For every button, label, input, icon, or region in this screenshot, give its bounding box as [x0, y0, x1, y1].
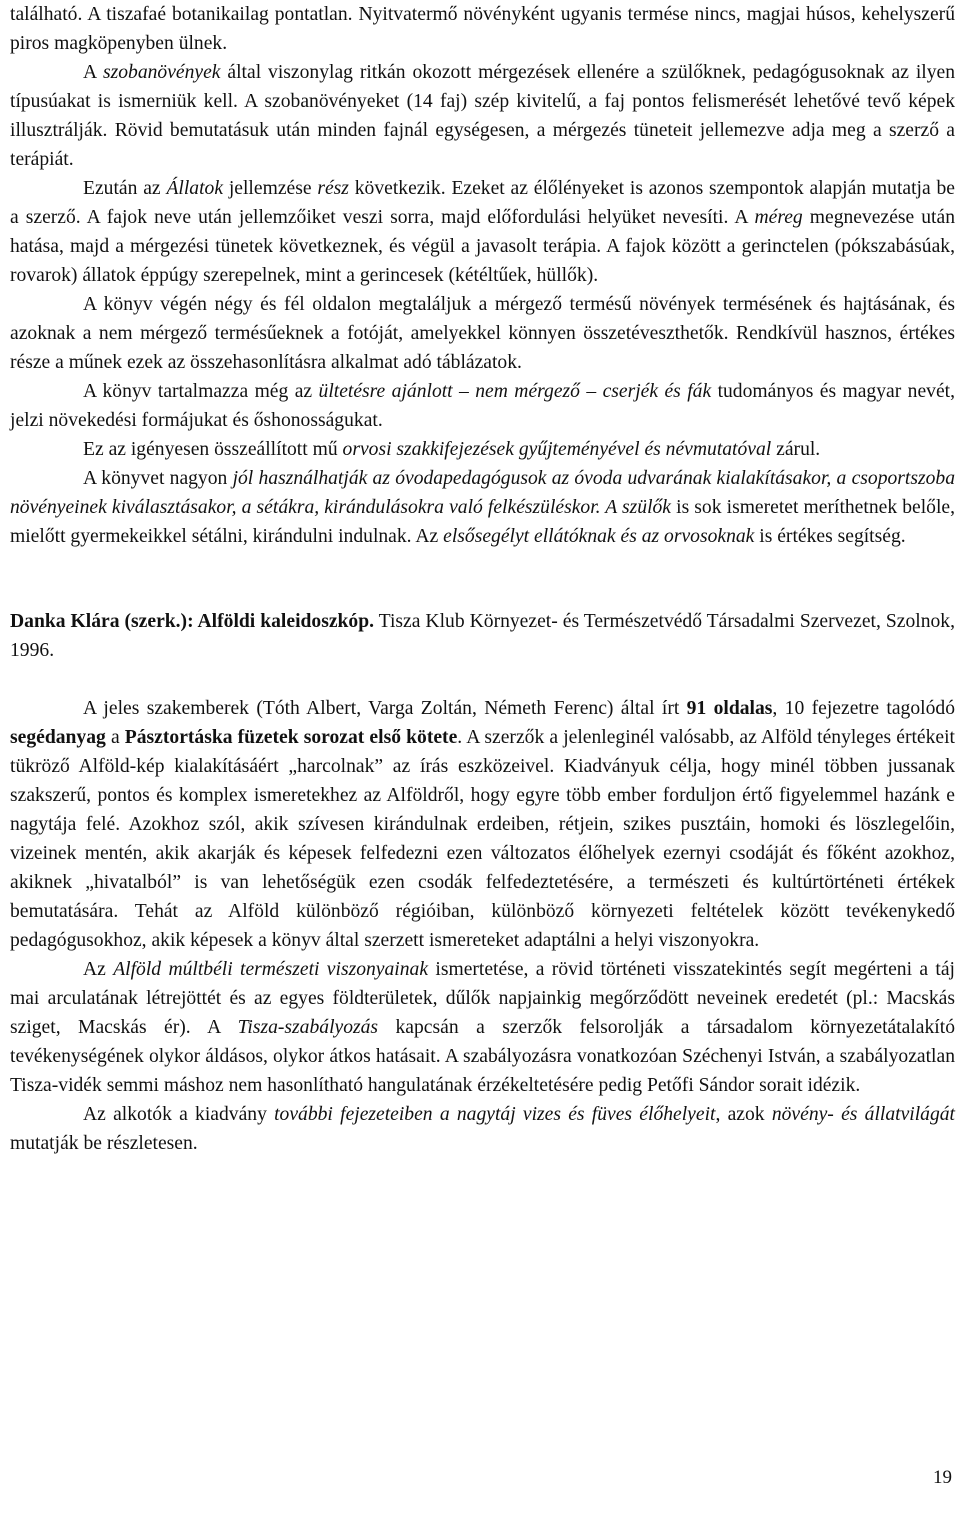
text-run: Ez az igényesen összeállított mű — [83, 439, 343, 460]
review-2 — [10, 694, 955, 1158]
paragraph — [10, 58, 955, 174]
italic-run: további fejezeteiben a nagytáj vizes és füves élőhelyeit — [274, 1104, 716, 1125]
text-run: következik. Ezeket az élőlényeket is azonos szempontok alapján mutatja be a szerző. A fajok neve után jellemzőiket veszi sorra, majd előfordulási helyüket nevesíti. A — [10, 178, 955, 228]
text-run: megnevezése után hatása, majd a mérgezési tünetek következnek, és végül a javasolt terápia. A fajok között a gerinctelen (pókszabásúak, rovarok) állatok éppúgy szerepelnek, mint a gerincesek (kétéltűek, hüllők). — [10, 207, 955, 286]
text-run: A jeles szakemberek (Tóth Albert, Varga Zoltán, Németh Ferenc) által írt — [83, 698, 687, 719]
italic-run: rész — [317, 178, 349, 199]
text-run: is sok ismeretet meríthetnek belőle, mielőtt gyermekeikkel sétálni, kirándulni indulnak. Az — [10, 497, 955, 547]
bold-run: 91 oldalas — [686, 698, 773, 719]
paragraph — [10, 464, 955, 551]
italic-run: szobanövények — [102, 62, 221, 83]
paragraph — [10, 0, 955, 58]
text-run: A könyv tartalmazza még az — [83, 381, 319, 402]
text-run: Az — [83, 959, 114, 980]
paragraph — [10, 694, 955, 955]
italic-run: növény- és állatvilágát — [771, 1104, 955, 1125]
text-run: ismertetése, a rövid történeti visszatekintés segít megérteni a táj mai arculatának létrejöttét és az egyes földterületek, dűlők napjainkig megőrződött neveinek eredetét (pl.: Macskás sziget, Macskás ér). A — [10, 959, 955, 1038]
text-run: , 10 fejezetre tagolódó — [772, 698, 955, 719]
paragraph — [10, 377, 955, 435]
text-run: kapcsán a szerzők felsorolják a társadalom környezetátalakító tevékenységének olykor áldásos, olykor átkos hatásait. A szabályozásra vonatkozóan Széchenyi István, a szabályozatlan Tisza-vidék semmi máshoz nem hasonlítható hangulatának érzékeltetésére pedig Petőfi Sándor sorait idézik. — [10, 1017, 955, 1096]
paragraph — [10, 1100, 955, 1158]
text-run: mutatják be részletesen. — [10, 1133, 198, 1154]
text-run: a — [105, 727, 125, 748]
text-run: tudományos és magyar nevét, jelzi növekedési formájukat és őshonosságukat. — [10, 381, 955, 431]
italic-run: elsősegélyt ellátóknak és az orvosoknak — [443, 526, 755, 547]
text-run: A — [83, 62, 103, 83]
text-run: található. A tiszafaé botanikailag pontatlan. Nyitvatermő növényként ugyanis termése nincs, magjai húsos, kehelyszerű piros magköpenyben ülnek. — [10, 4, 955, 54]
text-run: A könyv végén négy és fél oldalon megtaláljuk a mérgező termésű növények termésének és hajtásának, és azoknak a nem mérgező termésűeknek a fotóját, amelyekkel könnyen összetéveszthetők. Rendkívül hasznos, értékes része a műnek ezek az összehasonlításra alkalmat adó táblázatok. — [10, 294, 955, 373]
paragraph — [10, 290, 955, 377]
paragraph — [10, 435, 955, 464]
text-run: jellemzése — [223, 178, 318, 199]
italic-run: orvosi szakkifejezések gyűjteményével és névmutatóval — [342, 439, 772, 460]
italic-run: Állatok — [166, 178, 224, 199]
text-run: Ezután az — [83, 178, 167, 199]
italic-run: Alföld múltbéli természeti viszonyainak — [113, 959, 429, 980]
bold-run: segédanyag — [10, 727, 106, 748]
text-run: . A szerzők a jelenleginél valósabb, az Alföld tényleges értékeit tükröző Alföld-kép kialakításáért „harcolnak” az írás eszközeivel. Kiadványuk célja, hogy minél többen jussanak szakszerű, pontos és komplex ismeretekhez az Alföldről, hogy egyre több ember forduljon értő figyelemmel hazánk e nagytája felé. Azokhoz szól, akik szívesen kirándulnak erdeiben, rétjein, szikes pusztáin, homoki és löszlegelőin, vizeinek mentén, akik akarják és képesek felfedezni ezen változatos élőhelyek ezernyi csodáját és főként azokhoz, akiknek „hivatalból” is van lehetőségük ezen csodák felfedeztetésére, a természeti és kultúrtörténeti értékek bemutatására. Tehát az Alföld különböző régióiban, különböző környezeti feltételek között tevékenykedő pedagógusokhoz, akik képesek a könyv által szerzett ismereteket adaptálni a helyi viszonyokra. — [10, 727, 955, 951]
bold-run: Pásztortáska füzetek sorozat első kötete — [124, 727, 458, 748]
italic-run: Tisza-szabályozás — [237, 1017, 379, 1038]
paragraph — [10, 955, 955, 1100]
paragraph — [10, 174, 955, 290]
text-run: is értékes segítség. — [754, 526, 906, 547]
text-run: , azok — [715, 1104, 772, 1125]
text-run: Az alkotók a kiadvány — [83, 1104, 275, 1125]
page-number: 19 — [933, 1467, 952, 1488]
book-title: Danka Klára (szerk.): Alföldi kaleidoszkóp. — [10, 611, 375, 632]
document-page — [10, 0, 955, 1158]
text-run: A könyvet nagyon — [83, 468, 233, 489]
book-citation — [10, 607, 955, 665]
italic-run: ültetésre ajánlott – nem mérgező – cserjék és fák — [318, 381, 712, 402]
italic-run: méreg — [754, 207, 803, 228]
text-run: által viszonylag ritkán okozott mérgezések ellenére a szülőknek, pedagógusoknak az ilyen típusúakat is ismerniük kell. A szobanövényeket (14 faj) szép kivitelű, a faj pontos felismerését lehetővé tevő képek illusztrálják. Rövid bemutatásuk után minden fajnál egységesen, a mérgezés tüneteit jellemezve adja meg a szerző a terápiát. — [10, 62, 955, 170]
book-publisher: Tisza Klub Környezet- és Természetvédő Társadalmi Szervezet, Szolnok, 1996. — [10, 611, 955, 661]
italic-run: jól használhatják az óvodapedagógusok az óvoda udvarának kialakításakor, a csoportszoba növényeinek kiválasztásakor, a sétákra, kirándulásokra való felkészüléskor. A szülők — [10, 468, 955, 518]
review-1 — [10, 0, 955, 551]
text-run: zárul. — [771, 439, 821, 460]
